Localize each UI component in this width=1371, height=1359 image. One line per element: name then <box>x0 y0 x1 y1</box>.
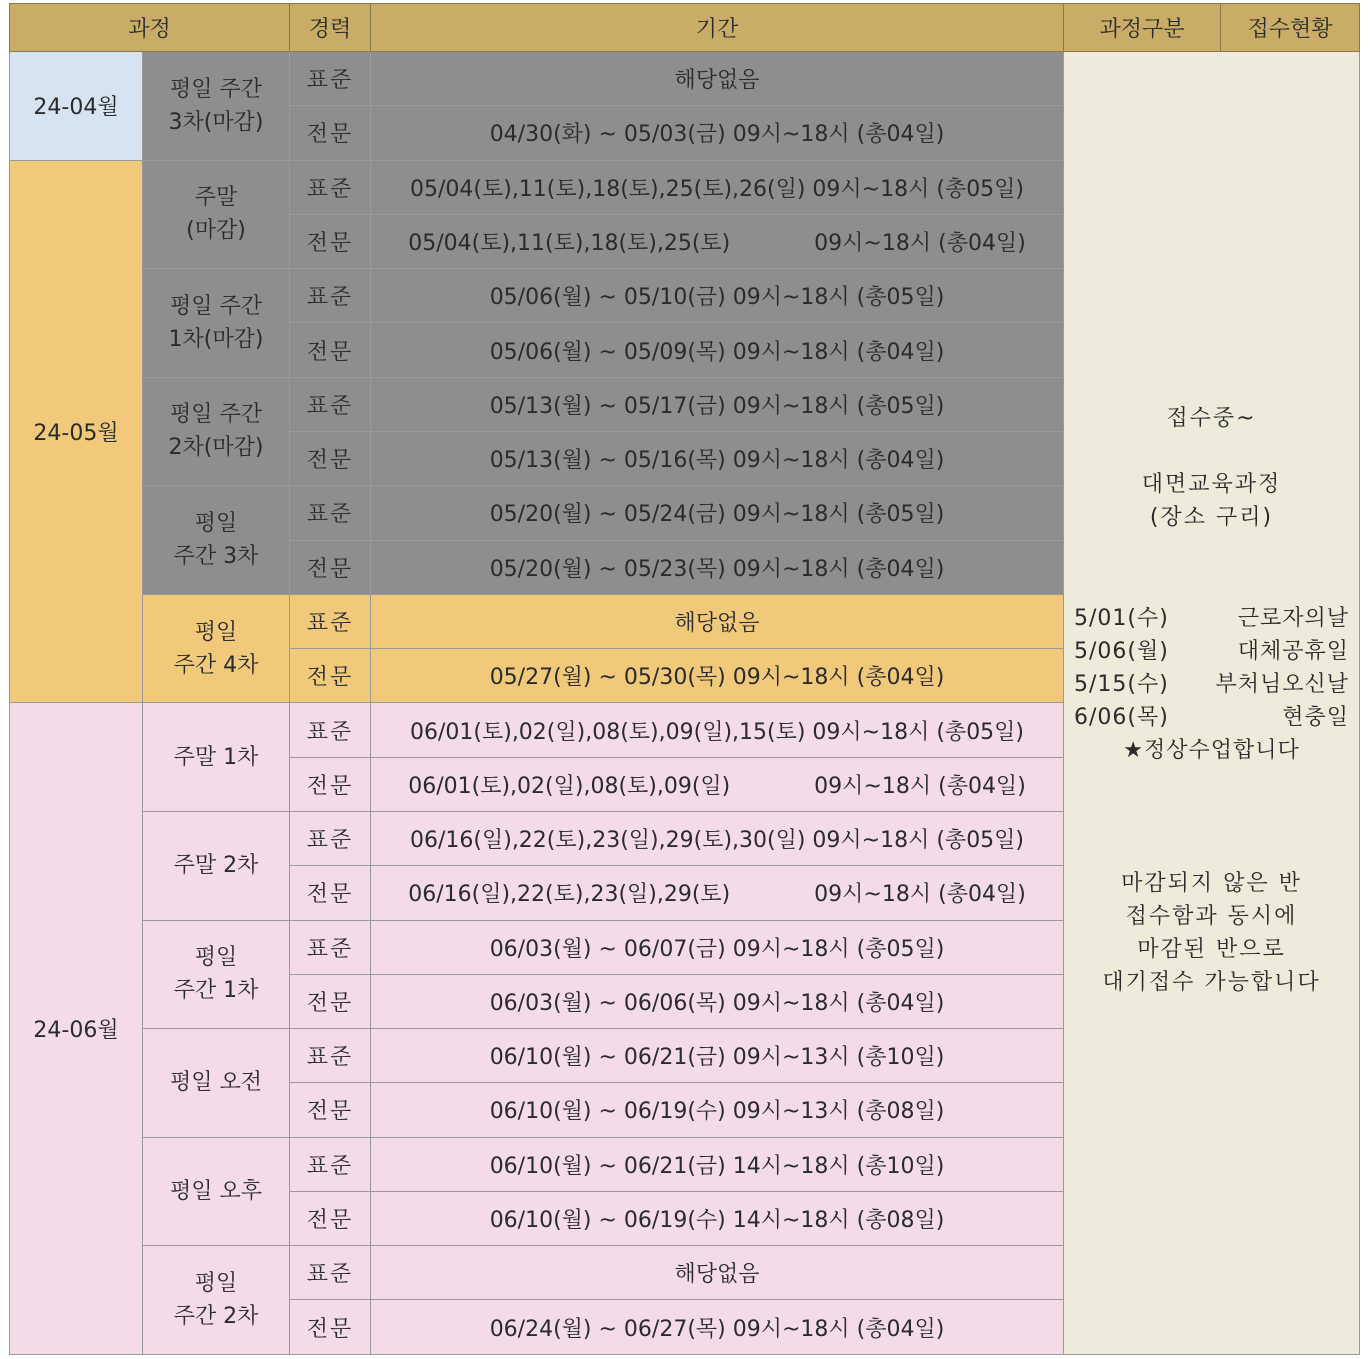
level-standard: 표준 <box>290 1137 371 1191</box>
period-professional: 05/27(월) ~ 05/30(목) 09시~18시 (총04일) <box>371 649 1064 703</box>
period-standard: 05/06(월) ~ 05/10(금) 09시~18시 (총05일) <box>371 269 1064 323</box>
level-standard: 표준 <box>290 920 371 974</box>
session-cell: 평일 주간 3차 <box>143 486 290 595</box>
holiday-item: 5/06(월) 대체공휴일 <box>1074 639 1350 664</box>
level-professional: 전문 <box>290 757 371 811</box>
header-status: 접수현황 <box>1221 4 1360 52</box>
period-standard: 해당없음 <box>371 52 1064 106</box>
month-cell-june: 24-06월 <box>10 703 143 1355</box>
waitlist-note: 마감되지 않은 반 접수함과 동시에 마감된 반으로 대기접수 가능합니다 <box>1102 871 1321 995</box>
level-standard: 표준 <box>290 594 371 648</box>
session-cell: 평일 주간 3차(마감) <box>143 52 290 161</box>
period-professional: 06/01(토),02(일),08(토),09(일) 09시~18시 (총04일) <box>371 757 1064 811</box>
period-professional: 05/04(토),11(토),18(토),25(토) 09시~18시 (총04일) <box>371 214 1064 268</box>
period-standard: 06/16(일),22(토),23(일),29(토),30(일) 09시~18시 (총05일) <box>371 811 1064 865</box>
level-professional: 전문 <box>290 1191 371 1245</box>
level-standard: 표준 <box>290 1029 371 1083</box>
header-period: 기간 <box>371 4 1064 52</box>
level-professional: 전문 <box>290 323 371 377</box>
session-cell: 평일 주간 4차 <box>143 594 290 703</box>
level-standard: 표준 <box>290 52 371 106</box>
offline-course-note: 대면교육과정 (장소 구리) <box>1141 472 1282 530</box>
session-cell: 평일 오후 <box>143 1137 290 1246</box>
holiday-list <box>1064 602 1359 767</box>
level-standard: 표준 <box>290 1246 371 1300</box>
period-professional: 05/20(월) ~ 05/23(목) 09시~18시 (총04일) <box>371 540 1064 594</box>
level-standard: 표준 <box>290 703 371 757</box>
period-standard: 해당없음 <box>371 594 1064 648</box>
month-cell-april: 24-04월 <box>10 52 143 161</box>
session-cell: 평일 주간 1차(마감) <box>143 269 290 378</box>
period-standard: 06/10(월) ~ 06/21(금) 09시~13시 (총10일) <box>371 1029 1064 1083</box>
normal-class-note: ★정상수업합니다 <box>1123 738 1300 763</box>
header-category: 과정구분 <box>1064 4 1221 52</box>
period-standard: 06/10(월) ~ 06/21(금) 14시~18시 (총10일) <box>371 1137 1064 1191</box>
period-professional: 06/24(월) ~ 06/27(목) 09시~18시 (총04일) <box>371 1300 1064 1355</box>
level-professional: 전문 <box>290 106 371 160</box>
period-professional: 04/30(화) ~ 05/03(금) 09시~18시 (총04일) <box>371 106 1064 160</box>
header-course: 과정 <box>10 4 290 52</box>
period-professional: 06/10(월) ~ 06/19(수) 14시~18시 (총08일) <box>371 1191 1064 1245</box>
period-standard: 해당없음 <box>371 1246 1064 1300</box>
holiday-item: 5/15(수) 부처님오신날 <box>1074 672 1350 697</box>
header-level: 경력 <box>290 4 371 52</box>
level-standard: 표준 <box>290 486 371 540</box>
holiday-item: 6/06(목) 현충일 <box>1074 705 1350 730</box>
session-cell: 평일 오전 <box>143 1029 290 1138</box>
period-professional: 06/16(일),22(토),23(일),29(토) 09시~18시 (총04일) <box>371 866 1064 920</box>
period-professional: 06/10(월) ~ 06/19(수) 09시~13시 (총08일) <box>371 1083 1064 1137</box>
period-professional: 05/06(월) ~ 05/09(목) 09시~18시 (총04일) <box>371 323 1064 377</box>
level-standard: 표준 <box>290 811 371 865</box>
level-professional: 전문 <box>290 649 371 703</box>
level-standard: 표준 <box>290 160 371 214</box>
period-standard: 06/01(토),02(일),08(토),09(일),15(토) 09시~18시 (총05일) <box>371 703 1064 757</box>
session-cell: 주말 (마감) <box>143 160 290 269</box>
session-cell: 주말 2차 <box>143 811 290 920</box>
level-professional: 전문 <box>290 866 371 920</box>
session-cell: 주말 1차 <box>143 703 290 812</box>
level-professional: 전문 <box>290 540 371 594</box>
period-professional: 06/03(월) ~ 06/06(목) 09시~18시 (총04일) <box>371 974 1064 1028</box>
period-standard: 05/04(토),11(토),18(토),25(토),26(일) 09시~18시 (총05일) <box>371 160 1064 214</box>
level-professional: 전문 <box>290 1083 371 1137</box>
month-cell-may: 24-05월 <box>10 160 143 703</box>
period-professional: 05/13(월) ~ 05/16(목) 09시~18시 (총04일) <box>371 431 1064 485</box>
period-standard: 05/13(월) ~ 05/17(금) 09시~18시 (총05일) <box>371 377 1064 431</box>
session-cell: 평일 주간 2차(마감) <box>143 377 290 486</box>
holiday-item: 5/01(수) 근로자의날 <box>1074 606 1350 631</box>
level-professional: 전문 <box>290 431 371 485</box>
level-professional: 전문 <box>290 1300 371 1355</box>
period-standard: 06/03(월) ~ 06/07(금) 09시~18시 (총05일) <box>371 920 1064 974</box>
session-cell: 평일 주간 1차 <box>143 920 290 1029</box>
level-standard: 표준 <box>290 269 371 323</box>
level-professional: 전문 <box>290 974 371 1028</box>
period-standard: 05/20(월) ~ 05/24(금) 09시~18시 (총05일) <box>371 486 1064 540</box>
level-professional: 전문 <box>290 214 371 268</box>
receiving-status: 접수중~ <box>1166 406 1257 431</box>
session-cell: 평일 주간 2차 <box>143 1246 290 1355</box>
schedule-table <box>9 3 1360 1355</box>
level-standard: 표준 <box>290 377 371 431</box>
status-notes <box>1064 52 1360 1355</box>
